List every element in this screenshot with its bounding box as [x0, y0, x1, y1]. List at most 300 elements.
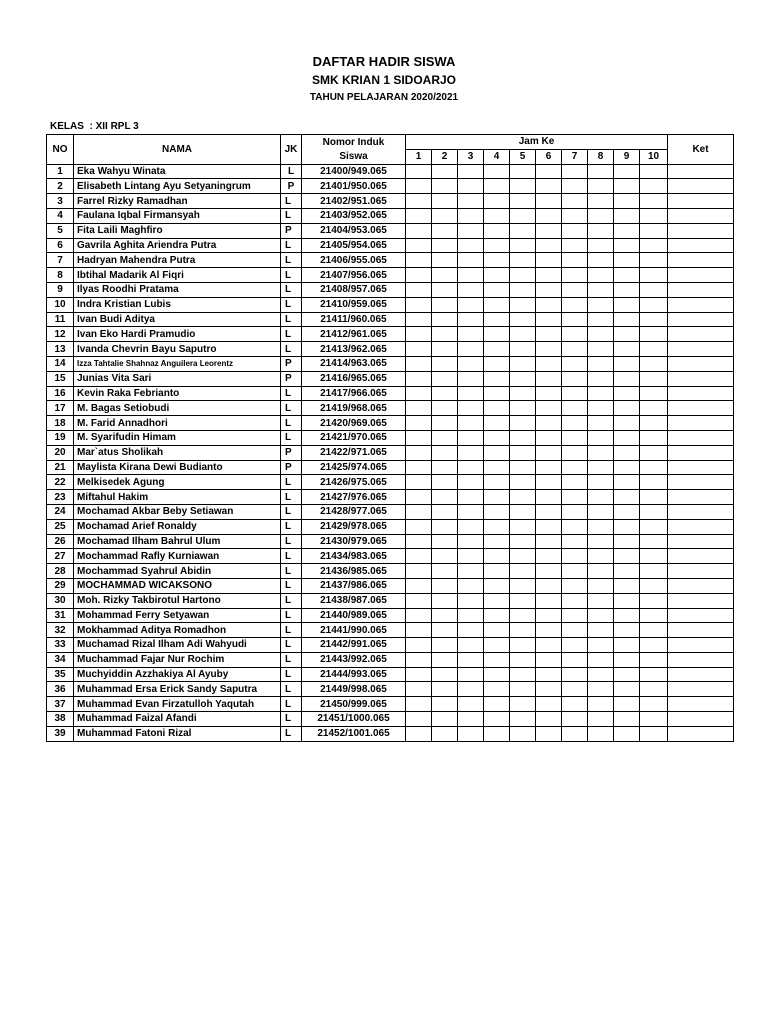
attendance-cell — [484, 623, 510, 638]
attendance-cell — [484, 652, 510, 667]
attendance-cell — [562, 712, 588, 727]
attendance-cell — [536, 475, 562, 490]
table-row — [47, 608, 734, 623]
attendance-cell — [458, 460, 484, 475]
student-id: 21401/950.065 — [302, 179, 406, 194]
attendance-cell — [640, 460, 668, 475]
attendance-cell — [458, 238, 484, 253]
attendance-cell — [562, 578, 588, 593]
attendance-cell — [484, 726, 510, 741]
attendance-cell — [510, 356, 536, 371]
attendance-cell — [562, 564, 588, 579]
attendance-cell — [536, 268, 562, 283]
row-number: 12 — [47, 327, 74, 342]
attendance-cell — [536, 712, 562, 727]
attendance-cell — [640, 312, 668, 327]
attendance-cell — [614, 371, 640, 386]
attendance-cell — [432, 593, 458, 608]
gender: L — [281, 416, 302, 431]
attendance-cell — [562, 490, 588, 505]
attendance-cell — [536, 282, 562, 297]
attendance-cell — [640, 697, 668, 712]
table-row — [47, 578, 734, 593]
attendance-cell — [562, 164, 588, 179]
attendance-cell — [510, 593, 536, 608]
remark-cell — [668, 697, 734, 712]
attendance-cell — [536, 445, 562, 460]
header-nis-top: Nomor Induk — [302, 135, 406, 150]
attendance-cell — [484, 223, 510, 238]
student-id: 21422/971.065 — [302, 445, 406, 460]
attendance-cell — [510, 667, 536, 682]
table-row — [47, 534, 734, 549]
student-name: Fita Laili Maghfiro — [74, 223, 281, 238]
attendance-cell — [458, 194, 484, 209]
gender: L — [281, 578, 302, 593]
attendance-cell — [640, 652, 668, 667]
academic-year: TAHUN PELAJARAN 2020/2021 — [309, 92, 459, 103]
attendance-cell — [614, 712, 640, 727]
attendance-cell — [588, 682, 614, 697]
attendance-cell — [640, 371, 668, 386]
attendance-cell — [458, 475, 484, 490]
attendance-cell — [588, 623, 614, 638]
attendance-cell — [562, 371, 588, 386]
attendance-cell — [432, 282, 458, 297]
attendance-cell — [614, 416, 640, 431]
attendance-cell — [562, 282, 588, 297]
student-id: 21416/965.065 — [302, 371, 406, 386]
student-id: 21437/986.065 — [302, 578, 406, 593]
attendance-cell — [406, 282, 432, 297]
attendance-cell — [406, 297, 432, 312]
table-row — [47, 726, 734, 741]
attendance-cell — [458, 223, 484, 238]
attendance-cell — [510, 490, 536, 505]
student-name: Mochamad Akbar Beby Setiawan — [74, 504, 281, 519]
gender: L — [281, 297, 302, 312]
student-name: Moh. Rizky Takbirotul Hartono — [74, 593, 281, 608]
row-number: 10 — [47, 297, 74, 312]
attendance-cell — [536, 238, 562, 253]
remark-cell — [668, 504, 734, 519]
student-id: 21419/968.065 — [302, 401, 406, 416]
attendance-cell — [484, 712, 510, 727]
student-id: 21452/1001.065 — [302, 726, 406, 741]
attendance-cell — [588, 445, 614, 460]
row-number: 23 — [47, 490, 74, 505]
attendance-cell — [432, 179, 458, 194]
remark-cell — [668, 667, 734, 682]
attendance-cell — [614, 460, 640, 475]
row-number: 31 — [47, 608, 74, 623]
attendance-cell — [510, 638, 536, 653]
remark-cell — [668, 430, 734, 445]
gender: L — [281, 164, 302, 179]
attendance-cell — [406, 623, 432, 638]
gender: L — [281, 652, 302, 667]
gender: L — [281, 682, 302, 697]
attendance-cell — [536, 652, 562, 667]
table-row — [47, 253, 734, 268]
row-number: 13 — [47, 342, 74, 357]
attendance-cell — [458, 297, 484, 312]
table-row — [47, 445, 734, 460]
attendance-cell — [588, 356, 614, 371]
attendance-cell — [458, 356, 484, 371]
attendance-cell — [640, 490, 668, 505]
attendance-cell — [588, 253, 614, 268]
attendance-cell — [458, 430, 484, 445]
attendance-cell — [640, 386, 668, 401]
attendance-cell — [510, 268, 536, 283]
attendance-cell — [562, 179, 588, 194]
remark-cell — [668, 342, 734, 357]
attendance-cell — [588, 564, 614, 579]
remark-cell — [668, 179, 734, 194]
student-id: 21450/999.065 — [302, 697, 406, 712]
attendance-cell — [484, 312, 510, 327]
student-id: 21420/969.065 — [302, 416, 406, 431]
attendance-cell — [614, 652, 640, 667]
attendance-cell — [432, 356, 458, 371]
attendance-cell — [484, 253, 510, 268]
attendance-cell — [614, 282, 640, 297]
attendance-cell — [588, 638, 614, 653]
attendance-cell — [536, 608, 562, 623]
attendance-cell — [432, 401, 458, 416]
attendance-cell — [458, 282, 484, 297]
header-jam-ke: Jam Ke — [406, 135, 668, 150]
remark-cell — [668, 593, 734, 608]
attendance-cell — [458, 519, 484, 534]
attendance-cell — [562, 208, 588, 223]
gender: L — [281, 697, 302, 712]
row-number: 22 — [47, 475, 74, 490]
attendance-cell — [536, 401, 562, 416]
table-row — [47, 194, 734, 209]
attendance-cell — [640, 682, 668, 697]
attendance-cell — [640, 223, 668, 238]
student-id: 21426/975.065 — [302, 475, 406, 490]
attendance-cell — [588, 549, 614, 564]
attendance-cell — [614, 194, 640, 209]
attendance-cell — [406, 667, 432, 682]
attendance-cell — [562, 194, 588, 209]
attendance-cell — [562, 460, 588, 475]
attendance-cell — [406, 342, 432, 357]
attendance-cell — [614, 208, 640, 223]
attendance-cell — [432, 268, 458, 283]
student-name: Mochammad Syahrul Abidin — [74, 564, 281, 579]
gender: L — [281, 475, 302, 490]
attendance-cell — [614, 268, 640, 283]
gender: L — [281, 312, 302, 327]
attendance-cell — [536, 194, 562, 209]
row-number: 37 — [47, 697, 74, 712]
attendance-cell — [640, 282, 668, 297]
row-number: 9 — [47, 282, 74, 297]
remark-cell — [668, 490, 734, 505]
student-id: 21430/979.065 — [302, 534, 406, 549]
attendance-cell — [536, 371, 562, 386]
attendance-cell — [562, 401, 588, 416]
attendance-cell — [588, 652, 614, 667]
attendance-cell — [640, 430, 668, 445]
attendance-cell — [510, 697, 536, 712]
attendance-cell — [510, 534, 536, 549]
table-row — [47, 490, 734, 505]
attendance-cell — [406, 179, 432, 194]
remark-cell — [668, 564, 734, 579]
attendance-cell — [640, 667, 668, 682]
gender: P — [281, 460, 302, 475]
student-id: 21412/961.065 — [302, 327, 406, 342]
attendance-cell — [536, 223, 562, 238]
attendance-cell — [588, 712, 614, 727]
attendance-cell — [510, 223, 536, 238]
student-id: 21441/990.065 — [302, 623, 406, 638]
attendance-cell — [614, 445, 640, 460]
attendance-cell — [510, 445, 536, 460]
student-id: 21403/952.065 — [302, 208, 406, 223]
student-id: 21425/974.065 — [302, 460, 406, 475]
attendance-cell — [432, 312, 458, 327]
attendance-cell — [484, 401, 510, 416]
attendance-cell — [458, 327, 484, 342]
attendance-cell — [432, 208, 458, 223]
attendance-cell — [614, 549, 640, 564]
attendance-cell — [406, 312, 432, 327]
attendance-cell — [432, 223, 458, 238]
table-row — [47, 667, 734, 682]
attendance-cell — [562, 549, 588, 564]
attendance-cell — [484, 682, 510, 697]
attendance-cell — [432, 194, 458, 209]
table-row — [47, 297, 734, 312]
attendance-cell — [432, 475, 458, 490]
gender: L — [281, 534, 302, 549]
student-id: 21436/985.065 — [302, 564, 406, 579]
remark-cell — [668, 549, 734, 564]
table-row — [47, 179, 734, 194]
attendance-cell — [510, 475, 536, 490]
remark-cell — [668, 194, 734, 209]
attendance-cell — [614, 356, 640, 371]
attendance-cell — [458, 401, 484, 416]
attendance-cell — [510, 726, 536, 741]
attendance-cell — [588, 371, 614, 386]
attendance-cell — [432, 490, 458, 505]
attendance-cell — [510, 549, 536, 564]
row-number: 1 — [47, 164, 74, 179]
table-row — [47, 638, 734, 653]
attendance-cell — [640, 253, 668, 268]
attendance-cell — [536, 578, 562, 593]
attendance-cell — [432, 712, 458, 727]
header-jam-4: 4 — [484, 149, 510, 164]
table-row — [47, 416, 734, 431]
row-number: 30 — [47, 593, 74, 608]
attendance-cell — [406, 519, 432, 534]
attendance-cell — [614, 519, 640, 534]
attendance-cell — [458, 504, 484, 519]
attendance-cell — [640, 519, 668, 534]
attendance-cell — [432, 164, 458, 179]
attendance-cell — [588, 223, 614, 238]
attendance-cell — [458, 164, 484, 179]
attendance-cell — [536, 342, 562, 357]
remark-cell — [668, 460, 734, 475]
attendance-cell — [510, 253, 536, 268]
attendance-cell — [458, 268, 484, 283]
attendance-cell — [510, 401, 536, 416]
attendance-cell — [406, 697, 432, 712]
remark-cell — [668, 208, 734, 223]
student-name: Mohammad Ferry Setyawan — [74, 608, 281, 623]
attendance-cell — [562, 519, 588, 534]
attendance-cell — [614, 667, 640, 682]
attendance-cell — [484, 164, 510, 179]
header-jam-1: 1 — [406, 149, 432, 164]
row-number: 19 — [47, 430, 74, 445]
attendance-cell — [510, 179, 536, 194]
attendance-cell — [484, 638, 510, 653]
attendance-cell — [510, 460, 536, 475]
row-number: 2 — [47, 179, 74, 194]
attendance-cell — [562, 667, 588, 682]
attendance-cell — [458, 179, 484, 194]
attendance-cell — [510, 504, 536, 519]
attendance-cell — [640, 578, 668, 593]
attendance-cell — [458, 608, 484, 623]
table-row — [47, 401, 734, 416]
student-id: 21444/993.065 — [302, 667, 406, 682]
remark-cell — [668, 401, 734, 416]
row-number: 5 — [47, 223, 74, 238]
attendance-cell — [536, 208, 562, 223]
attendance-cell — [484, 416, 510, 431]
attendance-cell — [536, 638, 562, 653]
table-row — [47, 697, 734, 712]
attendance-cell — [614, 297, 640, 312]
attendance-cell — [536, 356, 562, 371]
attendance-cell — [458, 638, 484, 653]
row-number: 36 — [47, 682, 74, 697]
attendance-cell — [614, 697, 640, 712]
student-name: Ivanda Chevrin Bayu Saputro — [74, 342, 281, 357]
student-id: 21408/957.065 — [302, 282, 406, 297]
attendance-cell — [588, 268, 614, 283]
row-number: 27 — [47, 549, 74, 564]
table-row — [47, 475, 734, 490]
attendance-cell — [458, 578, 484, 593]
attendance-cell — [458, 445, 484, 460]
row-number: 21 — [47, 460, 74, 475]
student-id: 21410/959.065 — [302, 297, 406, 312]
student-id: 21451/1000.065 — [302, 712, 406, 727]
student-name: Kevin Raka Febrianto — [74, 386, 281, 401]
attendance-cell — [406, 652, 432, 667]
attendance-cell — [432, 726, 458, 741]
attendance-cell — [484, 268, 510, 283]
remark-cell — [668, 356, 734, 371]
attendance-cell — [640, 356, 668, 371]
document-title: DAFTAR HADIR SISWA — [312, 54, 456, 69]
row-number: 28 — [47, 564, 74, 579]
row-number: 34 — [47, 652, 74, 667]
attendance-cell — [432, 342, 458, 357]
attendance-cell — [484, 386, 510, 401]
table-row — [47, 623, 734, 638]
student-id: 21442/991.065 — [302, 638, 406, 653]
attendance-cell — [406, 504, 432, 519]
attendance-cell — [432, 697, 458, 712]
student-id: 21400/949.065 — [302, 164, 406, 179]
student-name: Muchammad Fajar Nur Rochim — [74, 652, 281, 667]
row-number: 25 — [47, 519, 74, 534]
attendance-cell — [406, 416, 432, 431]
attendance-cell — [640, 564, 668, 579]
attendance-cell — [562, 534, 588, 549]
table-row — [47, 549, 734, 564]
header-ket: Ket — [668, 135, 734, 165]
attendance-cell — [510, 416, 536, 431]
table-row — [47, 430, 734, 445]
attendance-cell — [562, 682, 588, 697]
remark-cell — [668, 416, 734, 431]
student-name: M. Bagas Setiobudi — [74, 401, 281, 416]
attendance-cell — [458, 564, 484, 579]
attendance-cell — [510, 712, 536, 727]
attendance-cell — [562, 342, 588, 357]
table-row — [47, 712, 734, 727]
attendance-cell — [640, 401, 668, 416]
attendance-cell — [432, 549, 458, 564]
remark-cell — [668, 608, 734, 623]
attendance-cell — [562, 416, 588, 431]
attendance-cell — [510, 342, 536, 357]
attendance-cell — [458, 342, 484, 357]
attendance-cell — [432, 297, 458, 312]
attendance-cell — [536, 179, 562, 194]
row-number: 14 — [47, 356, 74, 371]
attendance-cell — [614, 253, 640, 268]
student-id: 21407/956.065 — [302, 268, 406, 283]
attendance-cell — [406, 475, 432, 490]
attendance-cell — [458, 726, 484, 741]
table-row — [47, 223, 734, 238]
remark-cell — [668, 726, 734, 741]
attendance-cell — [562, 312, 588, 327]
attendance-cell — [588, 208, 614, 223]
attendance-cell — [640, 608, 668, 623]
attendance-cell — [484, 490, 510, 505]
student-id: 21414/963.065 — [302, 356, 406, 371]
gender: P — [281, 356, 302, 371]
student-id: 21413/962.065 — [302, 342, 406, 357]
attendance-cell — [562, 327, 588, 342]
attendance-cell — [406, 460, 432, 475]
attendance-cell — [562, 726, 588, 741]
attendance-cell — [640, 416, 668, 431]
attendance-cell — [432, 578, 458, 593]
attendance-cell — [640, 534, 668, 549]
attendance-cell — [588, 194, 614, 209]
attendance-cell — [640, 638, 668, 653]
attendance-cell — [562, 223, 588, 238]
attendance-cell — [640, 268, 668, 283]
